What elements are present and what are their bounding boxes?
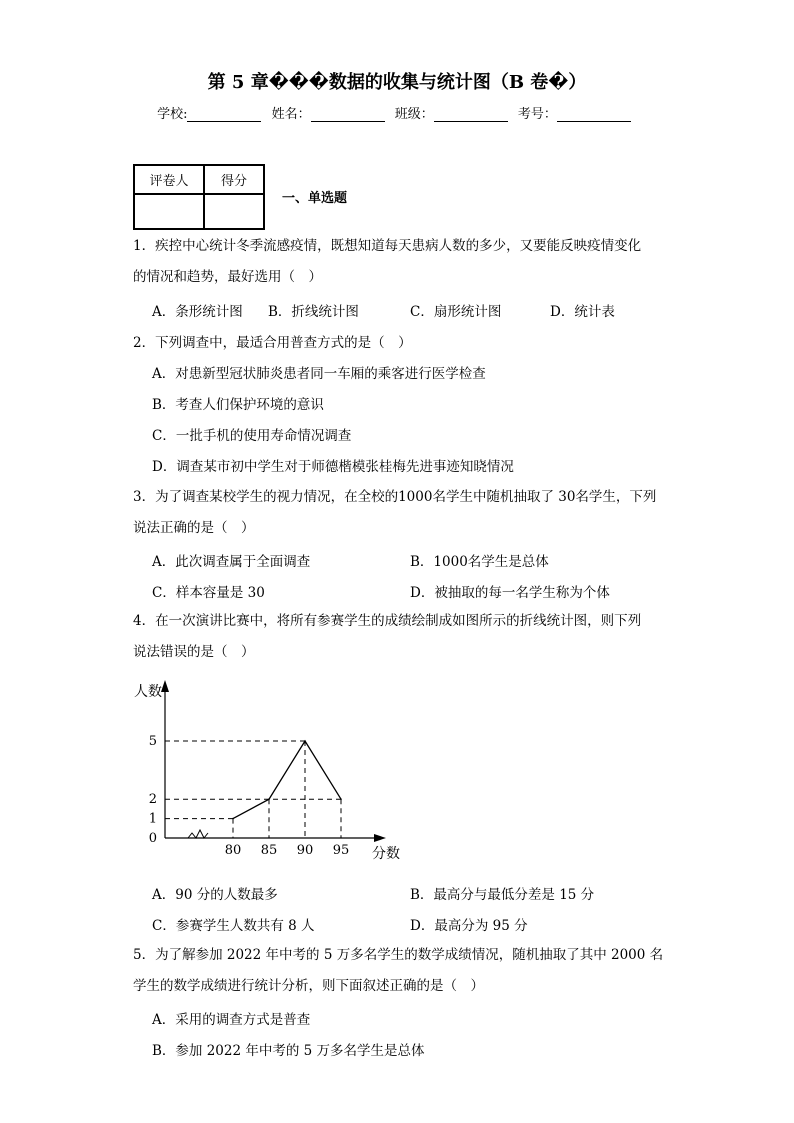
x-axis-label: 分数 (372, 846, 400, 862)
y-tick-label: 5 (148, 734, 157, 749)
q4-option-b[interactable]: B．最高分与最低分差是 15 分 (410, 887, 595, 903)
y-axis-label: 人数 (134, 684, 162, 700)
x-tick-label: 85 (260, 843, 278, 858)
y-tick-label: 2 (148, 792, 157, 808)
q5-option-b[interactable]: B．参加 2022 年中考的 5 万多名学生是总体 (152, 1043, 425, 1059)
q2-option-c[interactable]: C．一批手机的使用寿命情况调查 (152, 428, 352, 444)
class-label: 班级： (394, 107, 434, 122)
school-label: 学校: (157, 107, 188, 122)
name-label: 姓名： (271, 107, 311, 122)
q1-option-d[interactable]: D．统计表 (550, 304, 615, 320)
q3-option-a[interactable]: A．此次调查属于全面调查 (152, 554, 311, 570)
grader-cell[interactable] (134, 194, 204, 229)
series-line (233, 741, 341, 819)
q2-option-a[interactable]: A．对患新型冠状肺炎患者同一车厢的乘客进行医学检查 (152, 366, 486, 382)
question-5-stem (133, 940, 663, 1002)
page-title: 第 5 章���数据的收集与统计图（B 卷�） (207, 72, 587, 93)
axis-break-mark (188, 830, 208, 838)
q1-option-b[interactable]: B．折线统计图 (268, 304, 359, 320)
q5-option-a[interactable]: A．采用的调查方式是普查 (152, 1012, 311, 1028)
question-3-stem (133, 482, 656, 544)
data-point (268, 798, 270, 800)
x-axis-arrow (374, 834, 386, 842)
question-line: 3．为了调查某校学生的视力情况，在全校的1000名学生中随机抽取了 30名学生，下列 (133, 489, 657, 505)
y-tick-label: 1 (148, 811, 157, 827)
q3-option-d[interactable]: D．被抽取的每一名学生称为个体 (410, 585, 610, 601)
chart-axes (161, 680, 386, 842)
question-2-stem: 2．下列调查中，最适合用普查方式的是（ ） (133, 335, 412, 351)
score-header: 得分 (204, 165, 264, 194)
score-line-chart (120, 670, 420, 870)
data-point (232, 818, 234, 820)
q1-option-a[interactable]: A．条形统计图 (152, 304, 243, 320)
y-axis-arrow (161, 680, 169, 692)
q3-option-c[interactable]: C．样本容量是 30 (152, 585, 265, 601)
exam-number-label: 考号： (517, 107, 557, 122)
question-1-stem (133, 231, 641, 293)
class-blank[interactable] (434, 107, 508, 122)
question-line: 4．在一次演讲比赛中，将所有参赛学生的成绩绘制成如图所示的折线统计图，则下列 (133, 613, 642, 629)
exam-number-blank[interactable] (557, 107, 631, 122)
q1-option-c[interactable]: C．扇形统计图 (410, 304, 502, 320)
data-point (304, 740, 306, 742)
y-tick-label: 0 (148, 831, 157, 846)
q4-option-a[interactable]: A．90 分的人数最多 (152, 887, 278, 903)
question-line: 说法正确的是（ ） (133, 520, 255, 536)
question-line: 5．为了解参加 2022 年中考的 5 万多名学生的数学成绩情况，随机抽取了其中 2000 名 (133, 947, 664, 963)
q4-option-c[interactable]: C．参赛学生人数共有 8 人 (152, 918, 315, 934)
q2-option-b[interactable]: B．考查人们保护环境的意识 (152, 397, 324, 413)
question-line: 的情况和趋势，最好选用（ ） (133, 269, 322, 285)
grader-header: 评卷人 (134, 165, 204, 194)
q2-option-d[interactable]: D．调查某市初中学生对于师德楷模张桂梅先进事迹知晓情况 (152, 459, 514, 475)
name-blank[interactable] (311, 107, 385, 122)
question-line: 说法错误的是（ ） (133, 644, 255, 660)
student-info-row (0, 103, 794, 122)
question-4-stem (133, 606, 641, 668)
x-tick-label: 90 (296, 843, 314, 858)
q4-option-d[interactable]: D．最高分为 95 分 (410, 918, 528, 934)
question-line: 学生的数学成绩进行统计分析，则下面叙述正确的是（ ） (133, 978, 484, 994)
grading-table (133, 164, 265, 230)
section-heading: 一、单选题 (282, 191, 348, 206)
school-blank[interactable] (187, 107, 261, 122)
x-tick-label: 80 (224, 843, 242, 858)
question-line: 1．疾控中心统计冬季流感疫情，既想知道每天患病人数的多少，又要能反映疫情变化 (133, 238, 642, 254)
score-cell[interactable] (204, 194, 264, 229)
q3-option-b[interactable]: B．1000名学生是总体 (410, 554, 549, 570)
data-point (340, 798, 342, 800)
x-tick-label: 95 (332, 843, 350, 858)
